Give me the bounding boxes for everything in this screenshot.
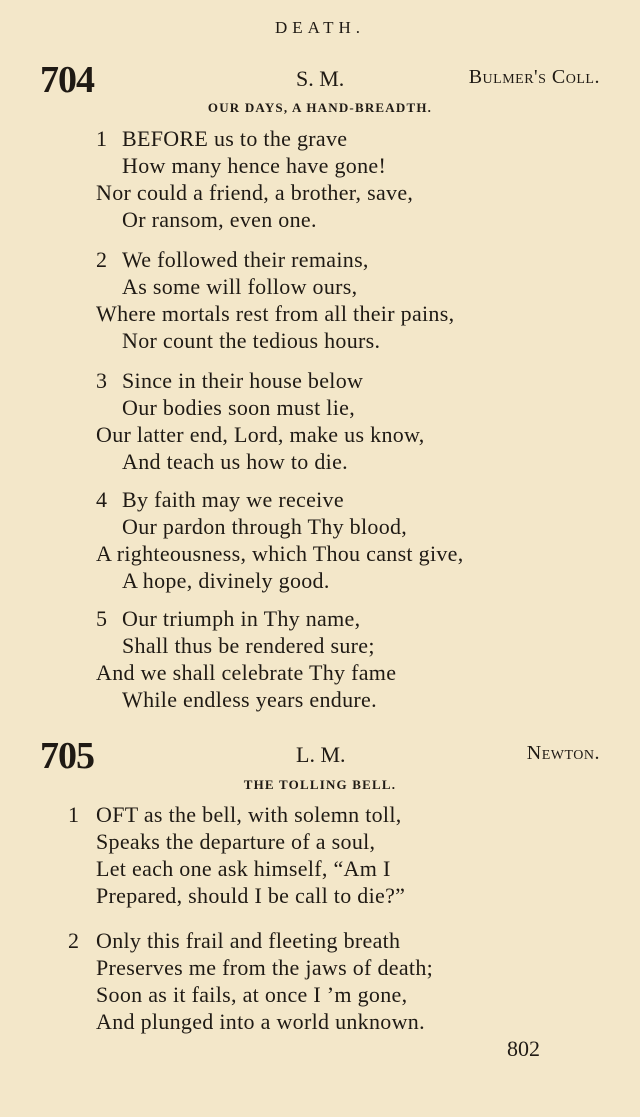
stanza-line: How many hence have gone! bbox=[122, 153, 387, 178]
stanza-line: Nor could a friend, a brother, save, bbox=[96, 180, 414, 205]
stanza-line: Preserves me from the jaws of death; bbox=[96, 955, 434, 980]
hymn-subtitle: OUR DAYS, A HAND-BREADTH. bbox=[207, 100, 433, 115]
stanza-line: We followed their remains, bbox=[122, 247, 369, 272]
stanza-number: 2 bbox=[68, 928, 79, 953]
stanza-line: Soon as it fails, at once I ’m gone, bbox=[96, 982, 408, 1007]
stanza-line: Shall thus be rendered sure; bbox=[122, 633, 375, 658]
stanza-line: A hope, divinely good. bbox=[122, 568, 330, 593]
stanza-line: Or ransom, even one. bbox=[122, 207, 317, 232]
stanza-line: Nor count the tedious hours. bbox=[122, 328, 381, 353]
hymn-meter: L. M. bbox=[296, 742, 346, 767]
hymn-number: 705 bbox=[40, 735, 94, 777]
stanza-number: 2 bbox=[96, 247, 107, 272]
stanza-line: A righteousness, which Thou canst give, bbox=[96, 541, 464, 566]
stanza-line: And we shall celebrate Thy fame bbox=[96, 660, 397, 685]
stanza-line: And teach us how to die. bbox=[122, 449, 348, 474]
stanza-number: 3 bbox=[96, 368, 107, 393]
stanza-line: OFT as the bell, with solemn toll, bbox=[96, 802, 402, 827]
stanza-line: Our pardon through Thy blood, bbox=[122, 514, 408, 539]
hymn-subtitle: THE TOLLING BELL. bbox=[243, 777, 397, 792]
page-number: 802 bbox=[507, 1036, 540, 1061]
stanza-line: Speaks the departure of a soul, bbox=[96, 829, 376, 854]
hymn-number: 704 bbox=[40, 59, 94, 101]
stanza-line: Our bodies soon must lie, bbox=[122, 395, 355, 420]
stanza-number: 5 bbox=[96, 606, 107, 631]
stanza-line: Let each one ask himself, “Am I bbox=[96, 856, 391, 881]
stanza-line: Our triumph in Thy name, bbox=[122, 606, 361, 631]
stanza-line: Where mortals rest from all their pains, bbox=[96, 301, 455, 326]
hymn-tune: Newton. bbox=[526, 742, 600, 764]
section-header: DEATH. bbox=[275, 18, 365, 37]
stanza-number: 1 bbox=[68, 802, 79, 827]
stanza-line: Prepared, should I be call to die?” bbox=[96, 883, 406, 908]
stanza-line: As some will follow ours, bbox=[122, 274, 358, 299]
stanza-line: Our latter end, Lord, make us know, bbox=[96, 422, 425, 447]
stanza-line: Since in their house below bbox=[122, 368, 364, 393]
stanza-number: 4 bbox=[96, 487, 107, 512]
stanza-number: 1 bbox=[96, 126, 107, 151]
stanza-line: Only this frail and fleeting breath bbox=[96, 928, 401, 953]
hymn-tune: Bulmer's Coll. bbox=[468, 66, 600, 88]
stanza-line: By faith may we receive bbox=[122, 487, 344, 512]
stanza-line: BEFORE us to the grave bbox=[122, 126, 348, 151]
hymn-meter: S. M. bbox=[296, 66, 345, 91]
stanza-line: And plunged into a world unknown. bbox=[96, 1009, 425, 1034]
stanza-line: While endless years endure. bbox=[122, 687, 377, 712]
